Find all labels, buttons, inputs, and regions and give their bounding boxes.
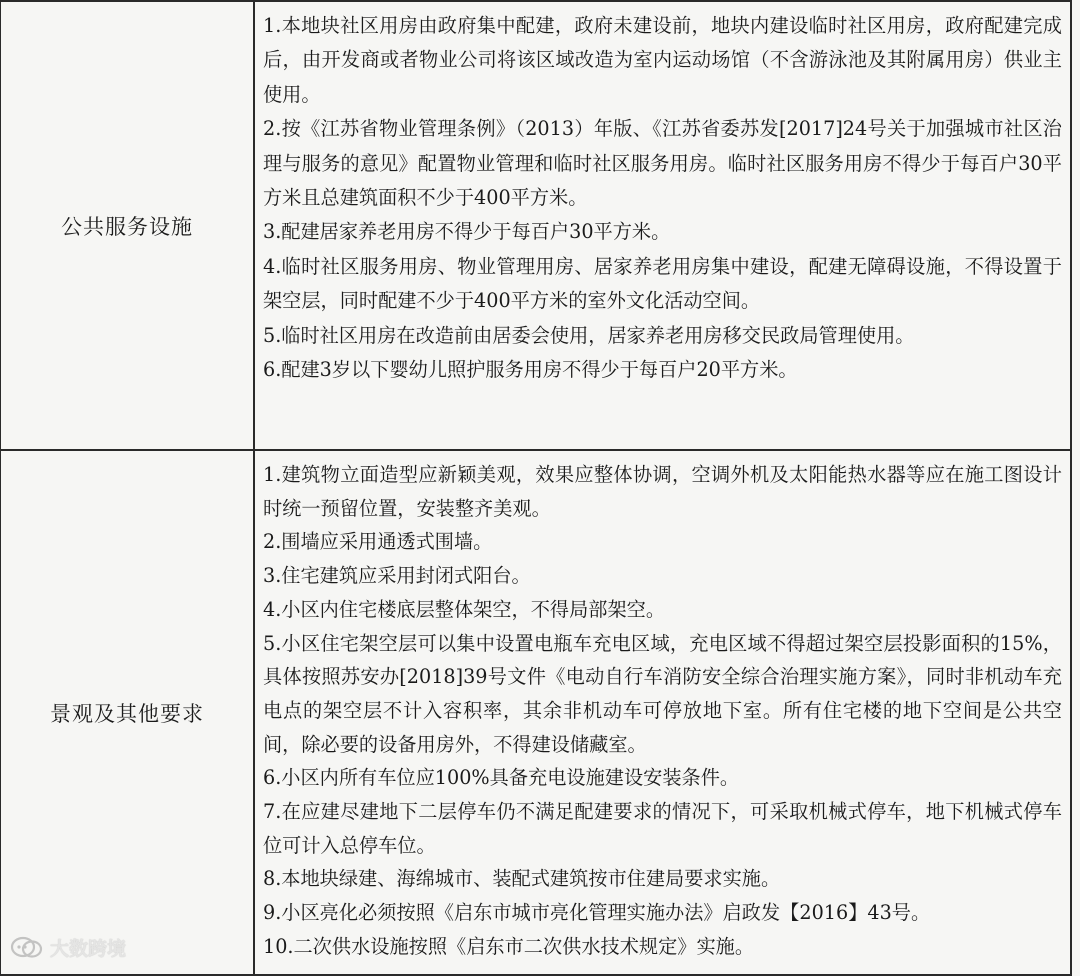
list-item: 5.临时社区用房在改造前由居委会使用，居家养老用房移交民政局管理使用。 (263, 323, 915, 347)
list-item: 4.小区内住宅楼底层整体架空，不得局部架空。 (263, 597, 666, 621)
chat-bubble-logo-icon (10, 935, 44, 961)
row-label-public-facilities: 公共服务设施 (1, 1, 255, 450)
list-item: 1.本地块社区用房由政府集中配建，政府未建设前，地块内建设临时社区用房，政府配建完成后，由开发商或者物业公司将该区域改造为室内运动场馆（不含游泳池及其附属用房）供业主使用。 (263, 14, 1062, 106)
list-item: 6.小区内所有车位应100%具备充电设施建设安装条件。 (263, 766, 740, 790)
watermark-text: 大数跨境 (50, 938, 127, 960)
list-item: 8.本地块绿建、海绵城市、装配式建筑按市住建局要求实施。 (263, 867, 781, 891)
list-item: 9.小区亮化必须按照《启东市城市亮化管理实施办法》启政发【2016】43号。 (263, 901, 931, 925)
list-item: 1.建筑物立面造型应新颖美观，效果应整体协调，空调外机及太阳能热水器等应在施工图设计时统一预留位置，安装整齐美观。 (263, 463, 1062, 520)
row-content-public-facilities (254, 1, 1071, 450)
table-row-landscape-requirements (1, 450, 1072, 975)
list-item: 4.临时社区服务用房、物业管理用房、居家养老用房集中建设，配建无障碍设施，不得设置于架空层，同时配建不少于400平方米的室外文化活动空间。 (263, 254, 1062, 313)
row-content-landscape-requirements (254, 450, 1071, 975)
table-row-public-facilities (1, 1, 1072, 450)
list-item: 3.配建居家养老用房不得少于每百户30平方米。 (263, 220, 671, 244)
list-item: 2.围墙应采用通透式围墙。 (263, 530, 493, 554)
list-item: 2.按《江苏省物业管理条例》（2013）年版、《江苏省委苏发[2017]24号关于加强城市社区治理与服务的意见》配置物业管理和临时社区服务用房。临时社区服务用房不得少于每百户30平方米且总建筑面积不少于400平方米。 (263, 117, 1062, 210)
row-label-landscape-requirements: 景观及其他要求 (1, 450, 255, 975)
list-item: 3.住宅建筑应采用封闭式阳台。 (263, 564, 531, 588)
list-item: 5.小区住宅架空层可以集中设置电瓶车充电区域，充电区域不得超过架空层投影面积的15%，具体按照苏安办[2018]39号文件《电动自行车消防安全综合治理实施方案》，同时非机动车充电点的架空层不计入容积率，其余非机动车可停放地下室。所有住宅楼的地下空间是公共空间，除必要的设备用房外，不得建设储藏室。 (263, 631, 1062, 756)
watermark (10, 934, 126, 961)
list-item: 10.二次供水设施按照《启东市二次供水技术规定》实施。 (263, 934, 755, 958)
list-item: 7.在应建尽建地下二层停车仍不满足配建要求的情况下，可采取机械式停车，地下机械式停车位可计入总停车位。 (263, 800, 1062, 857)
list-item: 6.配建3岁以下婴幼儿照护服务用房不得少于每百户20平方米。 (263, 358, 798, 382)
